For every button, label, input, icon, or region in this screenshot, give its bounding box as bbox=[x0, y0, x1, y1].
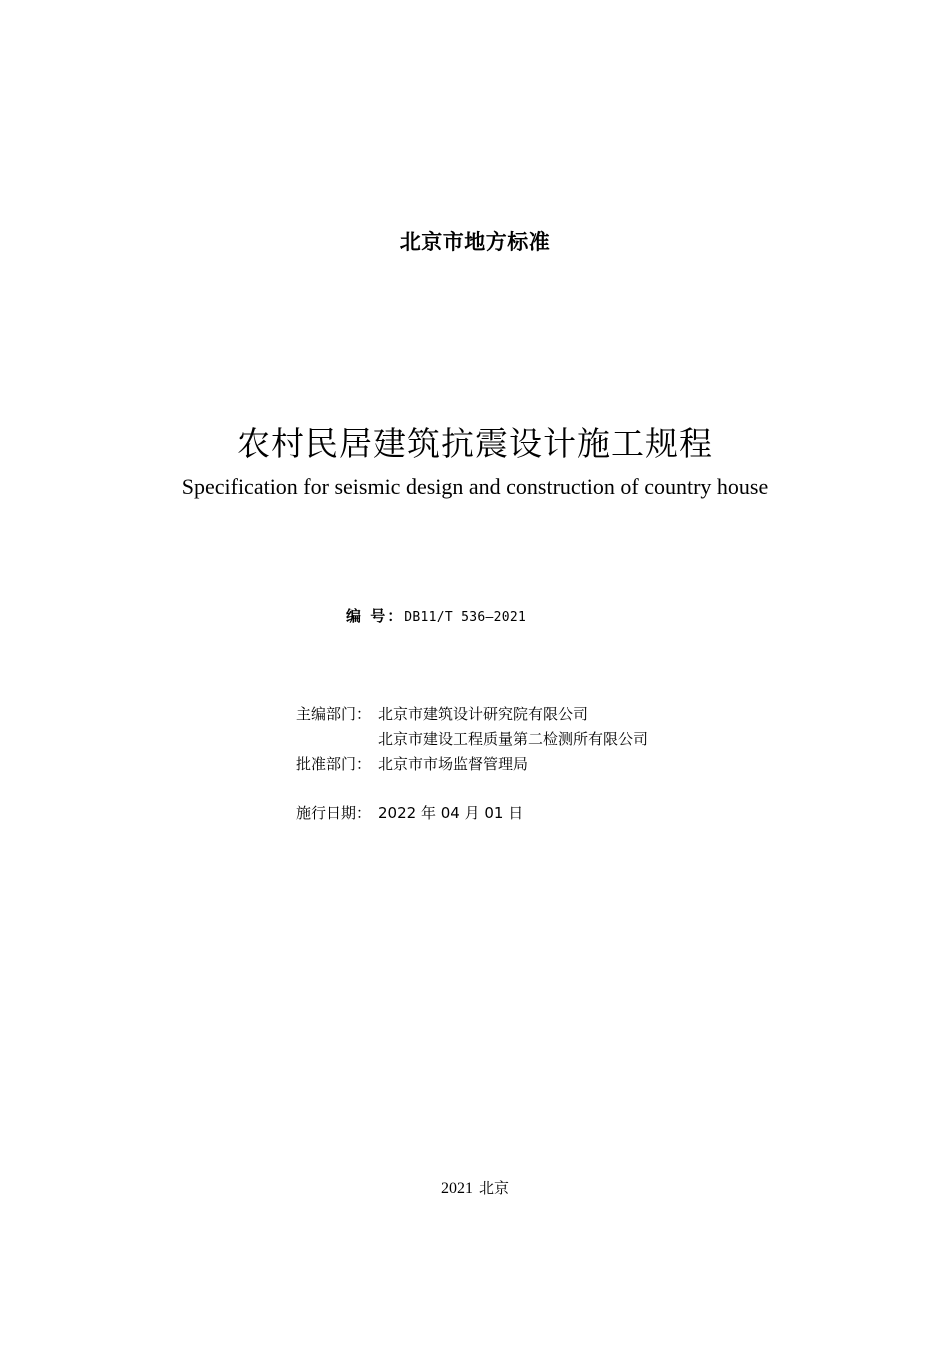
approver-row bbox=[296, 754, 528, 774]
footer-place: 北京 bbox=[478, 1179, 509, 1197]
standard-code-value: DB11/T 536—2021 bbox=[404, 610, 527, 625]
footer-year: 2021 bbox=[440, 1180, 473, 1197]
standard-type-heading: 北京市地方标准 bbox=[399, 230, 551, 254]
chief-editor-row-2 bbox=[296, 729, 648, 749]
standard-code-row bbox=[346, 605, 526, 626]
document-title-english: Specification for seismic design and construction of country house bbox=[181, 474, 769, 499]
effective-date-value: 2022 年 04 月 01 日 bbox=[378, 804, 524, 822]
effective-date-row bbox=[296, 803, 523, 823]
footer-publication bbox=[0, 1177, 950, 1198]
effective-date-label: 施行日期： bbox=[296, 804, 372, 822]
document-title-chinese: 农村民居建筑抗震设计施工规程 bbox=[237, 424, 713, 463]
standard-code-label: 编 号： bbox=[346, 607, 405, 625]
approver-name: 北京市市场监督管理局 bbox=[378, 755, 529, 773]
chief-editor-name-2: 北京市建设工程质量第二检测所有限公司 bbox=[378, 730, 649, 748]
chief-editor-row bbox=[296, 704, 588, 724]
chief-editor-label: 主编部门： bbox=[296, 705, 372, 723]
approver-label: 批准部门： bbox=[296, 755, 372, 773]
chief-editor-name-1: 北京市建筑设计研究院有限公司 bbox=[378, 705, 589, 723]
